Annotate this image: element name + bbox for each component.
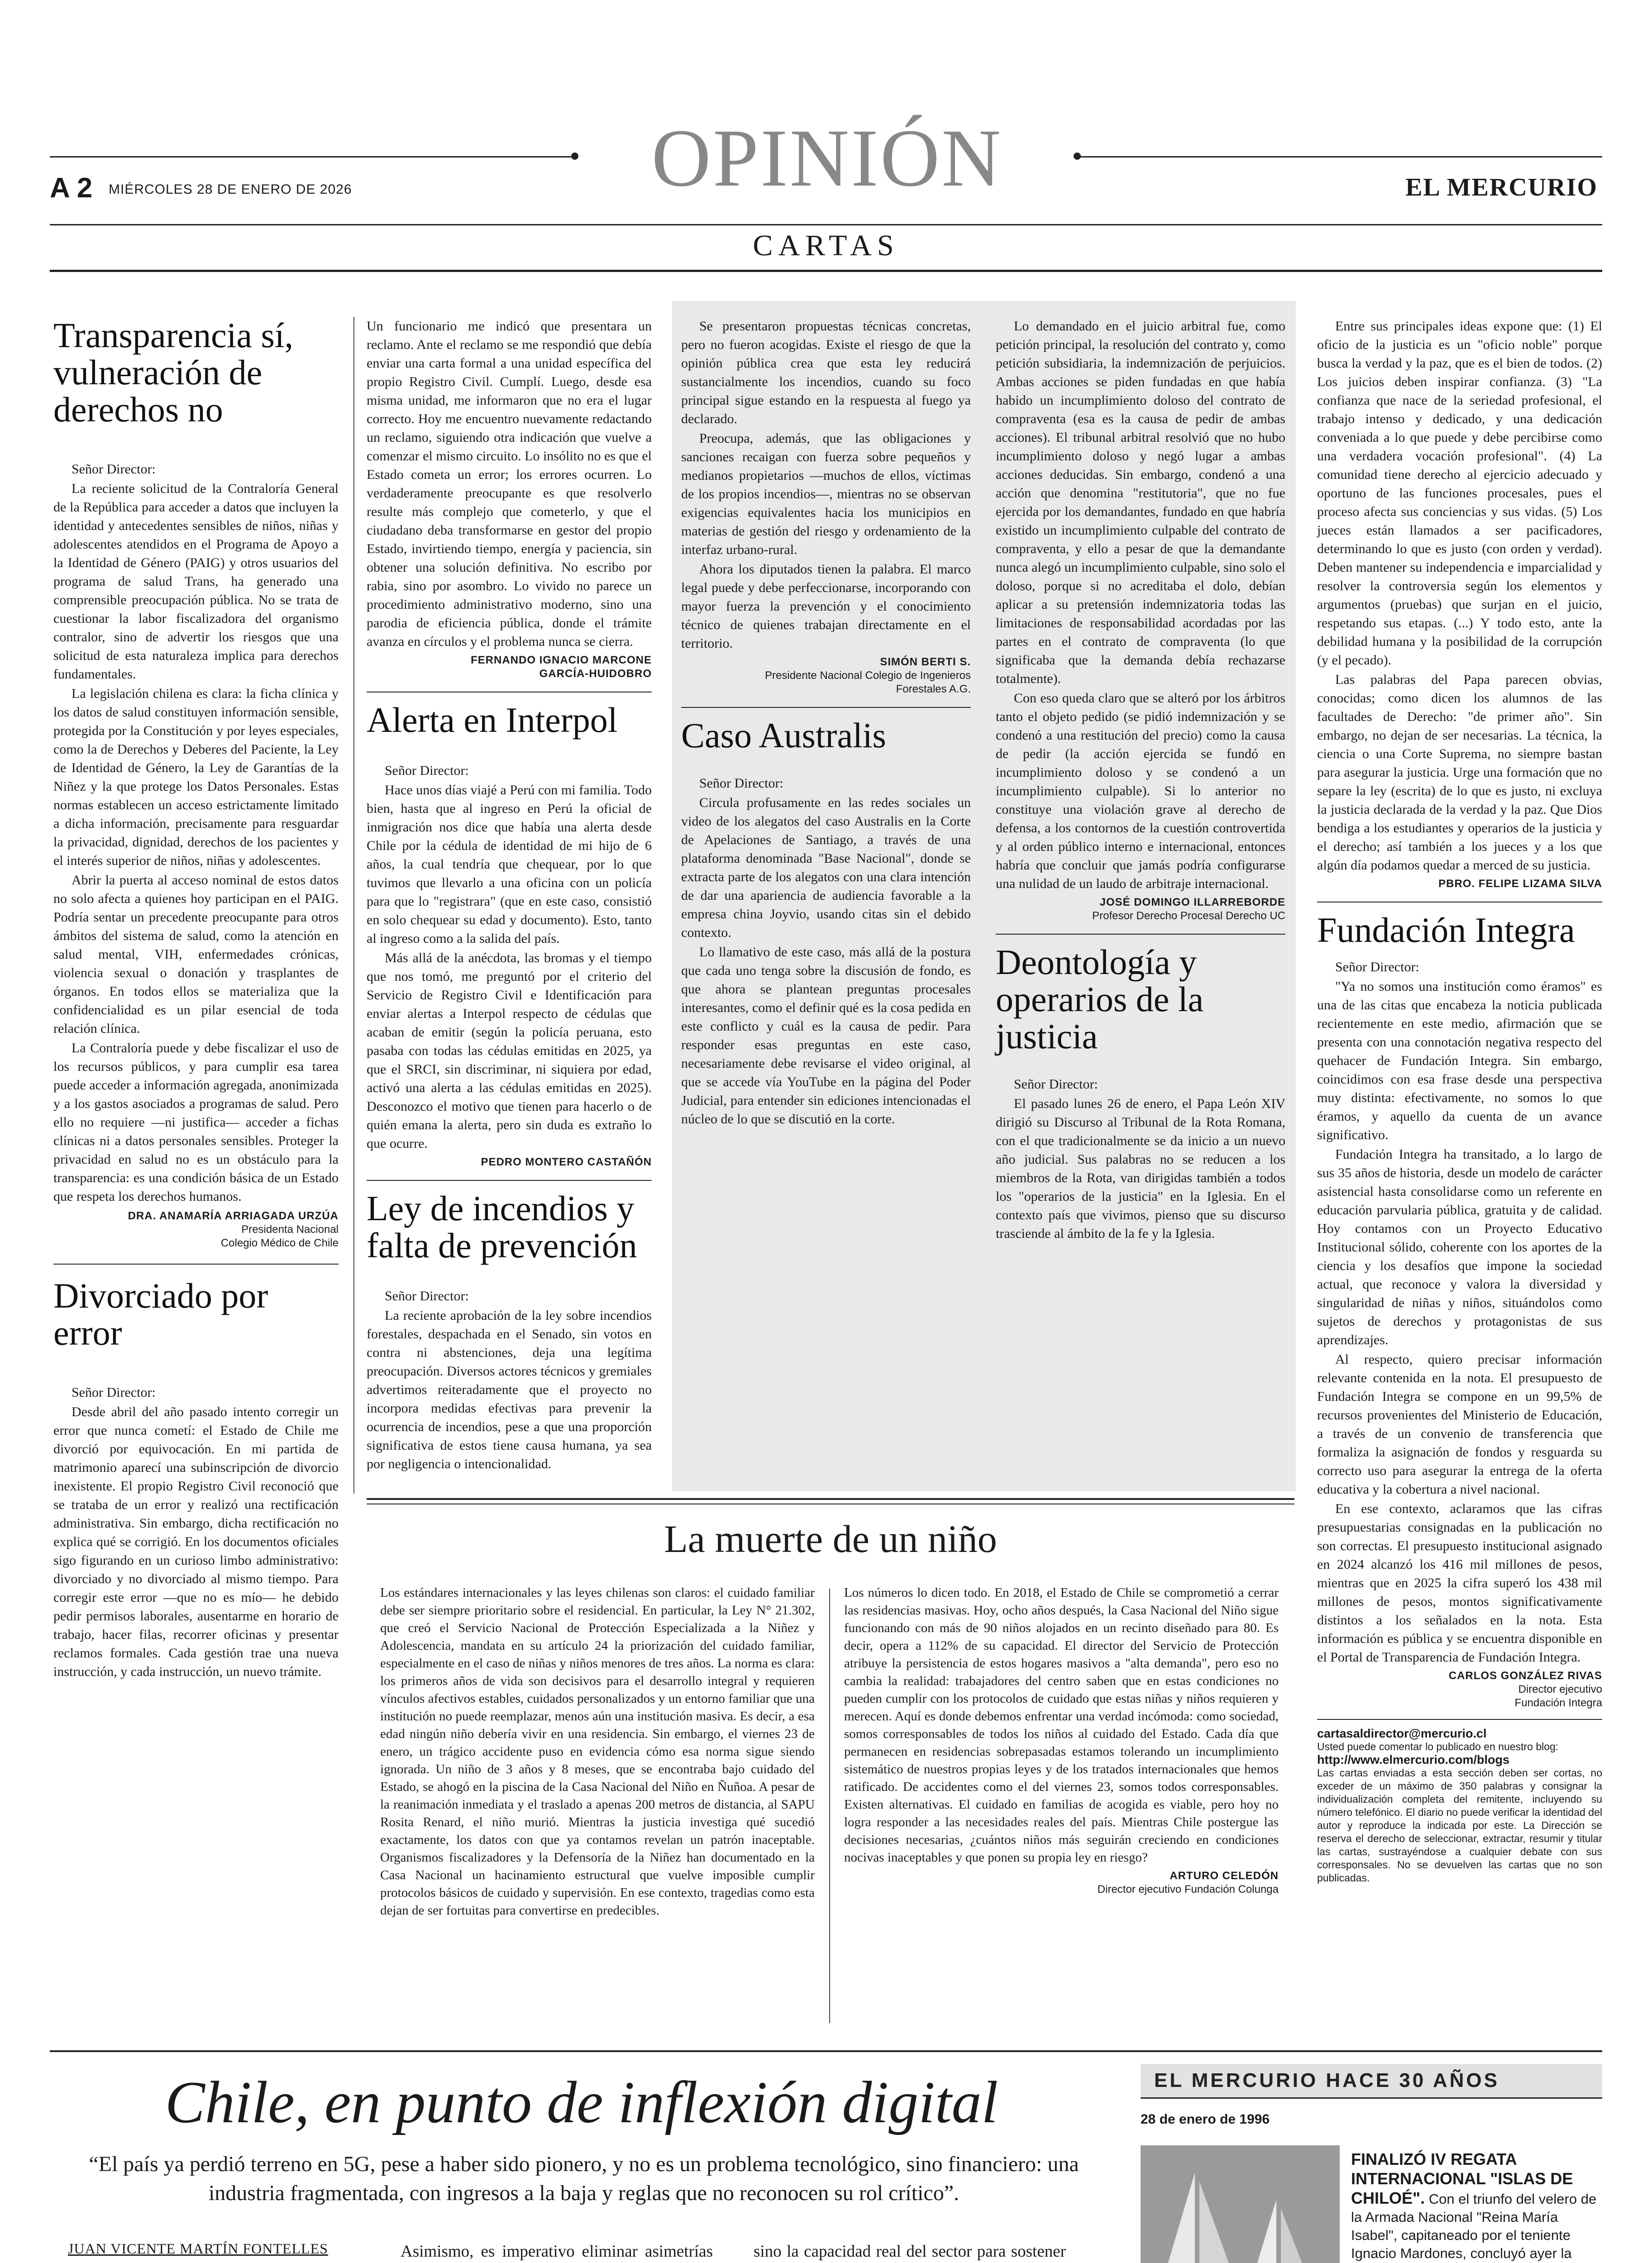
paragraph: Circula profusamente en las redes sociales un video de los alegatos del caso Australis en la Corte de Apelaciones de Santiago, a través de una plataforma denominada "Base Nacional", donde se extracta parte de los alegatos con una clara intención de dar una apariencia de audiencia favorable a la empresa china Joyvio, usando citas sin el debido contexto. (681, 795, 971, 940)
salutation: Señor Director: (1335, 960, 1419, 974)
letter-body (367, 317, 652, 651)
paragraph: La reciente aprobación de la ley sobre incendios forestales, despachada en el Senado, sin votos en contra ni abstenciones, deja una legítima preocupación. Diversos actores técnicos y gremiales advertimos reiteradamente que el proyecto no incorpora medidas efectivas para prevenir la ocurrencia de incendios, pese a que una proporción significativa de estos tiene causa humana, ya sea por negligencia o intencionalidad. (367, 1308, 652, 1471)
letter-title: Transparencia sí, vulneración de derechos no (53, 315, 294, 429)
salutation: Señor Director: (699, 776, 783, 791)
feature-quote: “El país ya perdió terreno en 5G, pese a haber sido pionero, y no es un problema tecnológico, sino financiero: una industria fragmentada, con ingresos a la baja y reglas que no reconocen su rol crítico”. (89, 2152, 1079, 2205)
letter-australis-continued (996, 317, 1285, 1244)
paragraph: Lo demandado en el juicio arbitral fue, como petición principal, la resolución del contrato y, como petición subsidiaria, la indemnización de perjuicios. Ambas acciones se piden fundadas en que había habido un incumplimiento doloso del contrato de compraventa (esa es la causa de pedir de ambas acciones). El tribunal arbitral resolvió que no hubo incumplimiento doloso y negó lugar a ambas acciones deducidas. Sin embargo, condenó a una acción que denomina "restitutoria", que no fue ejercida por los demandantes, fundado en que habría existido un incumplimiento culpable del contrato de compraventa, y ello a pesar de que la demandante nunca alegó un incumplimiento culpable, sino solo el doloso, porque si no acreditaba el dolo, debían aplicar a su pretensión indemnizatoria todas las limitaciones de responsabilidad acordadas por las partes en el contrato de compraventa (lo que significaba que la demanda debía rechazarse totalmente). (996, 319, 1285, 686)
feature-col-3 (754, 2240, 1066, 2263)
hace-30-date: 28 de enero de 1996 (1141, 2112, 1270, 2127)
signer-role: Profesor Derecho Procesal Derecho UC (1092, 910, 1285, 922)
salutation: Señor Director: (72, 1385, 156, 1400)
signature (367, 654, 652, 681)
section-title: OPINIÓN (651, 113, 1003, 204)
hace-30-title: EL MERCURIO HACE 30 AÑOS (1141, 2064, 1602, 2097)
signature (681, 655, 971, 696)
regatta-photo (1141, 2145, 1340, 2263)
letter-title: Fundación Integra (1317, 910, 1575, 950)
signature (996, 896, 1285, 923)
regatta-story (1351, 2150, 1602, 2263)
editorial-box (367, 1498, 1294, 2037)
paragraph: Con eso queda claro que se alteró por los árbitros tanto el objeto pedido (se pidió indemnización y se condenó a una restitución del precio) como la causa de pedir (la acción ejercida se fundó en incumplimiento doloso y se condenó a un incumplimiento culpable). Si lo anterior no constituye una violación grave al derecho de defensa, a los contornos de la cuestión controvertida y al orden público interno e internacional, entonces habría que concluir que jamás podría configurarse una nulidad de un laudo de arbitraje internacional. (996, 691, 1285, 891)
paragraph: El pasado lunes 26 de enero, el Papa León XIV dirigió su Discurso al Tribunal de la Rota Romana, con el que tradicionalmente se da inicio a un nuevo año judicial. Sus palabras no se reducen a los miembros de la Rota, van dirigidas también a todos los "operarios de la justicia" en la Iglesia. En el contexto país que vivimos, pienso que su discurso trasciende al ámbito de la fe y la Iglesia. (996, 1096, 1285, 1241)
letter-title: Divorciado por error (53, 1276, 268, 1352)
signature (367, 1155, 652, 1169)
page-number: A 2 (50, 172, 93, 204)
blog-intro: Usted puede comentar lo publicado en nuestro blog: (1317, 1741, 1559, 1752)
salutation: Señor Director: (1014, 1077, 1098, 1092)
paragraph: En ese contexto, aclaramos que las cifras presupuestarias consignadas en la publicación no son correctas. El presupuesto institucional asignado en 2024 alcanzó los 416 mil millones de pesos, mientras que en 2025 la cifra superó los 438 mil millones de pesos, montos significativamente distintos a los señalados en la nota. Esta información es pública y se encuentra disponible en el Portal de Transparencia de Fundación Integra. (1317, 1501, 1602, 1665)
contact-email[interactable]: cartasaldirector@mercurio.cl (1317, 1727, 1487, 1740)
page-header (0, 0, 1652, 272)
page-date: MIÉRCOLES 28 DE ENERO DE 2026 (109, 182, 352, 197)
letter-divorciado-continued (367, 317, 652, 1474)
signer-name: SIMÓN BERTI S. (880, 656, 971, 668)
paragraph: Más allá de la anécdota, las bromas y el tiempo que nos tomó, me preguntó por el criterio del Servicio de Registro Civil e Identificación para enviar alertas a Interpol respecto de cédulas que acaban de emitir (según la policía peruana, esto pasaba con todas las cédulas emitidas en 2025, ya que el SRCI, sin discriminar, ni siquiera por edad, activó una alerta a las cédulas emitidas en 2025). Desconozco el motivo que tienen para hacerlo o de quién emana la alerta, pero sin duda es extraño lo que ocurre. (367, 950, 652, 1151)
signature (844, 1869, 1279, 1896)
letter-title: Caso Australis (681, 716, 886, 755)
letter-body (367, 781, 652, 1153)
letter-body (53, 479, 339, 1206)
letter-body (1317, 317, 1602, 874)
signer-name: FERNANDO IGNACIO MARCONE (471, 654, 652, 666)
letter-title: Deontología y operarios de la justicia (996, 942, 1204, 1056)
letter-deontologia-continued (1317, 317, 1602, 1885)
signer-role: Presidenta Nacional (241, 1223, 339, 1236)
paragraph: Desde abril del año pasado intento corregir un error que nunca cometí: el Estado de Chile me divorció por equivocación. En mi partida de matrimonio aparecí una subinscripción de divorcio inexistente. El propio Registro Civil reconoció que se trataba de un error y realizó una rectificación administrativa. Sin embargo, dicha rectificación no explica qué se corrigió. En los documentos oficiales sigo figurando en un curioso limbo administrativo: divorciado y no divorciado al mismo tiempo. Para corregir este error —que no es mío— he debido pedir permisos laborales, ausentarme en horario de trabajo, hacer filas, recorrer oficinas y presentar reclamos formales. Cada gestión trae una nueva instrucción, y cada instrucción, un nuevo trámite. (53, 1404, 339, 1679)
paragraph: Un funcionario me indicó que presentara un reclamo. Ante el reclamo se me respondió que debía enviar una carta formal a una unidad específica del propio Registro Civil. Cumplí. Luego, desde esa misma unidad, me informaron que no era el lugar correcto. Hoy me encuentro nuevamente redactando un reclamo, siguiendo otra indicación que vuelve a comenzar el mismo circuito. Lo insólito no es que el Estado cometa un error; los errores ocurren. Lo verdaderamente preocupante es que resolverlo resulte más complejo que cometerlo, y que el ciudadano deba transformarse en gestor del propio Estado, invirtiendo tiempo, energía y paciencia, sin obtener una solución definitiva. No escribo por rabia, sino por asombro. Lo vivido no parece un procedimiento administrativo moderno, sino una parodia de eficiencia pública, donde el trámite avanza en círculos y el problema nunca se cierra. (367, 319, 652, 649)
salutation: Señor Director: (385, 763, 469, 778)
letter-body (1317, 977, 1602, 1666)
paragraph: La Contraloría puede y debe fiscalizar el uso de los recursos públicos, y para cumplir esa tarea puede acceder a información agregada, anonimizada y a los gastos asociados a programas de salud. Pero ello no requiere —ni justifica— acceder a fichas clínicas ni a datos personales sensibles. Proteger la privacidad en salud no es un obstáculo para la transparencia: es una condición básica de un Estado que respeta los derechos humanos. (53, 1041, 339, 1204)
signature (53, 1209, 339, 1250)
signer-name: PEDRO MONTERO CASTAÑÓN (481, 1156, 652, 1168)
feature-article (50, 2055, 1113, 2263)
signer-name: ARTURO CELEDÓN (1170, 1870, 1279, 1882)
signer-role: Director ejecutivo Fundación Colunga (1097, 1883, 1279, 1895)
paragraph: "Ya no somos una institución como éramos" es una de las citas que encabeza la noticia publicada recientemente en este medio, afirmación que se presenta con una connotación negativa respecto del quehacer de Fundación Integra. Sin embargo, coincidimos con esa frase desde una perspectiva muy distinta: efectivamente, no somos lo que éramos, y aquello da cuenta de un avance significativo. (1317, 979, 1602, 1142)
signer-role: Colegio Médico de Chile (220, 1237, 339, 1249)
paragraph: Entre sus principales ideas expone que: (1) El oficio de la justicia es un "oficio noble" porque busca la verdad y la paz, que es el bien de todos. (2) Los juicios deben inspirar confianza. (3) "La confianza que nace de la seriedad profesional, el trabajo intenso y dedicado, y una dedicación conveniada a lo que puede y debe percibirse como una verdadera vocación profesional". (4) La comunidad tiene derecho al ejercicio adecuado y oportuno de las funciones procesales, pues el proceso afecta sus conciencias y sus vidas. (5) Los jueces están llamados a ser pacificadores, determinando lo que es justo (con orden y verdad). Deben mantener su independencia e imparcialidad y resolver la controversia según los elementos y argumentos (pruebas) que surjan en el juicio, respetando sus etapas. (...) Y todo esto, ante la debilidad humana y la posibilidad de la corrupción (y el pecado). (1317, 319, 1602, 668)
signer-name: JOSÉ DOMINGO ILLARREBORDE (1099, 896, 1285, 908)
editorial-col-1: Los estándares internacionales y las leyes chilenas son claros: el cuidado familiar debe ser siempre prioritario sobre el residencial. En particular, la Ley N° 21.302, que creó el Servicio Nacional de Protección Especializada a la Niñez y Adolescencia, mandata en su artículo 24 la priorización del cuidado familiar, especialmente en el caso de niñas y niños menores de tres años. La norma es clara: los primeros años de vida son decisivos para el desarrollo integral y requieren vínculos afectivos estables, cuidados personalizados y un entorno familiar que una institución no puede reemplazar, menos aún una institución masiva. Es decir, a esa edad ningún niño debería vivir en una residencia. Sin embargo, el viernes 23 de enero, un trágico accidente puso en evidencia cómo esa norma sigue siendo ignorada. Un niño de 3 años y 8 meses, que se encontraba bajo cuidado del Estado, se ahogó en la piscina de la Casa Nacional del Niño en Ñuñoa. A pesar de la reanimación inmediata y el traslado a apenas 200 metros de distancia, al SAPU Rosita Renard, el niño murió. Mientras la justicia investiga qué sucedió exactamente, los datos con que ya contamos revelan un patrón inaceptable. Organismos fiscalizadores y la Defensoría de la Niñez han documentado en la Casa Nacional un hacinamiento estructural que vuelve imposible cumplir protocolos básicos de cuidado y supervisión. En ese contexto, tragedias como esta dejan de ser fortuitas para convertirse en predecibles. (380, 1585, 815, 1918)
signer-name: PBRO. FELIPE LIZAMA SILVA (1438, 878, 1602, 890)
letter-incendios-continued (681, 317, 971, 1129)
feature-col-2 (401, 2240, 713, 2263)
letter-title: Alerta en Interpol (367, 700, 618, 740)
subsection-title: CARTAS (753, 229, 899, 262)
letter-body (53, 1403, 339, 1681)
editorial-col-2: Los números lo dicen todo. En 2018, el Estado de Chile se comprometió a cerrar las residencias masivas. Hoy, ocho años después, la Casa Nacional del Niño sigue funcionando con más de 90 niños alojados en un recinto diseñado para 80. Es decir, opera a 112% de su capacidad. El director del Servicio de Protección atribuye la persistencia de estos hogares masivos a "alta demanda", pero eso no cambia la realidad: trabajadores del centro saben que en estas condiciones no pueden cumplir con los protocolos de cuidado que estas niñas y niños requieren y merecen. Aquí es donde debemos enfrentar una verdad incómoda: como sociedad, somos corresponsables de todos los niños al cuidado del Estado. Cada día que permanecen en residencias sobrepasadas estamos tolerando un incumplimiento sistemático de nuestros propias leyes y de los tratados internacionales que hemos ratificado. De accidentes como el del viernes 23, somos todos corresponsables. Existen alternativas. El cuidado en familias de acogida es viable, pero hoy no logra responder a las necesidades reales del país. Mientras Chile postergue las decisiones necesarias, ¿cuántos niños más seguirán creciendo en condiciones nocivas inaceptables y que ponen su propia ley en riesgo? (844, 1585, 1279, 1865)
contact-box (1317, 1727, 1602, 1885)
letter-body (367, 1306, 652, 1473)
salutation: Señor Director: (72, 462, 156, 477)
signer-name: CARLOS GONZÁLEZ RIVAS (1448, 1670, 1602, 1682)
letters-policy: Las cartas enviadas a esta sección deben ser cortas, no exceder de un máximo de 350 palabras y consignar la individualización completa del remitente, incluyendo su número telefónico. El diario no puede verificar la identidad del autor y reproduce la indicada por este. La Dirección se reserva el derecho de seleccionar, extractar, resumir y titular las cartas, sustrayéndose a cualquier debate con sus corresponsales. No se devuelven las cartas que no son publicadas. (1317, 1767, 1602, 1884)
signer-role: Fundación Integra (1514, 1697, 1602, 1709)
paragraph: Fundación Integra ha transitado, a lo largo de sus 35 años de historia, desde un modelo de carácter asistencial hasta consolidarse como un referente en educación parvularia pública, gratuita y de calidad. Hoy contamos con un Proyecto Educativo Institucional sólido, coherente con los aportes de la ciencia y los desafíos que impone la sociedad actual, que reconoce y valora la diversidad y singularidad de niñas y niños, situándolos como sujetos de derechos y protagonistas de sus aprendizajes. (1317, 1147, 1602, 1347)
paragraph: La legislación chilena es clara: la ficha clínica y los datos de salud constituyen información sensible, protegida por la Constitución y por leyes especiales, como la de Derechos y Deberes del Paciente, la Ley de Identidad de Género, la Ley de Garantías de la Niñez y la que protege los Datos Personales. Estas normas establecen un acceso estrictamente limitado a dicha información, precisamente para resguardar la privacidad, dignidad, derechos de los pacientes y el interés superior de niños, niñas y adolescentes. (53, 686, 339, 868)
paragraph: Preocupa, además, que las obligaciones y sanciones recaigan con fuerza sobre pequeños y medianos propietarios —muchos de ellos, víctimas de los propios incendios—, mientras no se observan exigencias equivalentes hacia los municipios en materias de gestión del riesgo y ordenamiento de la interfaz urbano-rural. (681, 431, 971, 557)
history-sidebar (1141, 2064, 1602, 2263)
letter-body (996, 1094, 1285, 1243)
paragraph: Las palabras del Papa parecen obvias, conocidas; como dicen los alumnos de las facultades de Derecho: "de primer año". Sin embargo, no dejan de ser necesarias. La técnica, la ciencia o una Corte Suprema, no siempre bastan para asegurar la justicia. Urge una formación que no separe la ley (escrita) de lo que es justo, ni excluya la justicia declarada de la verdad y la paz. Que Dios bendiga a los estudiantes y operarios de la justicia y el derecho; así también a los jueces y a los que algún día podamos quedar a merced de su justicia. (1317, 672, 1602, 873)
feature-title: Chile, en punto de inflexión digital (165, 2069, 998, 2135)
paragraph: La reciente solicitud de la Contraloría General de la República para acceder a datos que incluyen la identidad y antecedentes sensibles de niños, niñas y adolescentes atendidos en el Programa de Apoyo a la Identidad de Género (PAIG) y otros usuarios del programa de salud Trans, ha generado una comprensible preocupación pública. No se trata de cuestionar la labor fiscalizadora del organismo contralor, sino de advertir los riesgos que una solicitud de esta naturaleza implica para derechos fundamentales. (53, 481, 339, 682)
editorial-title: La muerte de un niño (664, 1517, 997, 1561)
letter-title: Ley de incendios y falta de prevención (367, 1189, 637, 1265)
signer-name: GARCÍA-HUIDOBRO (539, 668, 652, 680)
publication-logo: EL MERCURIO (1405, 173, 1598, 201)
letter-body (681, 317, 971, 653)
story-lead: FINALIZÓ IV REGATA INTERNACIONAL "ISLAS DE CHILOÉ". (1351, 2150, 1573, 2207)
blog-link[interactable]: http://www.elmercurio.com/blogs (1317, 1753, 1510, 1766)
signature (1317, 1669, 1602, 1710)
paragraph: Ahora los diputados tienen la palabra. El marco legal puede y debe perfeccionarse, incorporando con mayor fuerza la prevención y el conocimiento técnico de quienes trabajan directamente en el territorio. (681, 562, 971, 651)
paragraph: Lo llamativo de este caso, más allá de la postura que cada uno tenga sobre la discusión de fondo, es que ahora se plantean preguntas procesales interesantes, como el definir qué es la cosa pedida en este conflicto y cuál es la causa de pedir. Para responder esas preguntas en este caso, necesariamente debe revisarse el video original, al que se accede vía YouTube en la página del Poder Judicial, para entender sin ediciones intencionadas el núcleo de lo que se discutió en la corte. (681, 945, 971, 1127)
author-name: JUAN VICENTE MARTÍN FONTELLES (68, 2240, 328, 2257)
paragraph: Al respecto, quiero precisar información relevante contenida en la nota. El presupuesto de Fundación Integra se compone en un 99,5% de recursos provenientes del Ministerio de Educación, a través de un convenio de transferencia que formaliza la asignación de fondos y resguarda su correcto uso para asegurar la entrega de la oferta educativa y la cobertura a nivel nacional. (1317, 1352, 1602, 1497)
paragraph: Hace unos días viajé a Perú con mi familia. Todo bien, hasta que al ingreso en Perú la oficial de inmigración nos dice que había una alerta desde Chile por la cédula de identidad de mi hijo de 6 años, la cual tendría que chequear, por lo que tuvimos que llevarlo a una oficina con un policía para que lo "registrara" (que en este caso, consistió en solo chequear su edad y documento). Esto, tanto al ingreso como a la salida del país. (367, 783, 652, 946)
signer-role: Presidente Nacional Colegio de Ingenieros (765, 669, 971, 682)
paragraph: Se presentaron propuestas técnicas concretas, pero no fueron acogidas. Existe el riesgo de que la opinión pública crea que esta ley reducirá sustancialmente los incendios, cuando su foco principal sigue estando en la respuesta al fuego ya declarado. (681, 319, 971, 426)
signature (1317, 877, 1602, 891)
paragraph: Asimismo, es imperativo eliminar asimetrías (401, 2242, 713, 2261)
letter-body (996, 317, 1285, 893)
salutation: Señor Director: (385, 1289, 469, 1303)
letter-transparencia (53, 317, 339, 1682)
paragraph: sino la capacidad real del sector para sostener (754, 2242, 1066, 2261)
signer-name: DRA. ANAMARÍA ARRIAGADA URZÚA (128, 1210, 339, 1222)
story-text: Con el triunfo del velero de la Armada Nacional "Reina María Isabel", capitaneado por el teniente Ignacio Mardones, concluyó ayer la (1351, 2191, 1597, 2261)
paragraph: Abrir la puerta al acceso nominal de estos datos no solo afecta a quienes hoy participan en el PAIG. Podría sentar un precedente preocupante para otros ámbitos del sistema de salud, como la atención en salud mental, VIH, enfermedades crónicas, violencia sexual o donación y trasplantes de órganos. En todos ellos se materializa que la confidencialidad es un pilar esencial de toda relación clínica. (53, 873, 339, 1036)
signer-role: Forestales A.G. (896, 683, 971, 695)
sailboat-icon (1141, 2145, 1340, 2263)
signer-role: Director ejecutivo (1518, 1683, 1602, 1695)
letter-body (681, 793, 971, 1128)
